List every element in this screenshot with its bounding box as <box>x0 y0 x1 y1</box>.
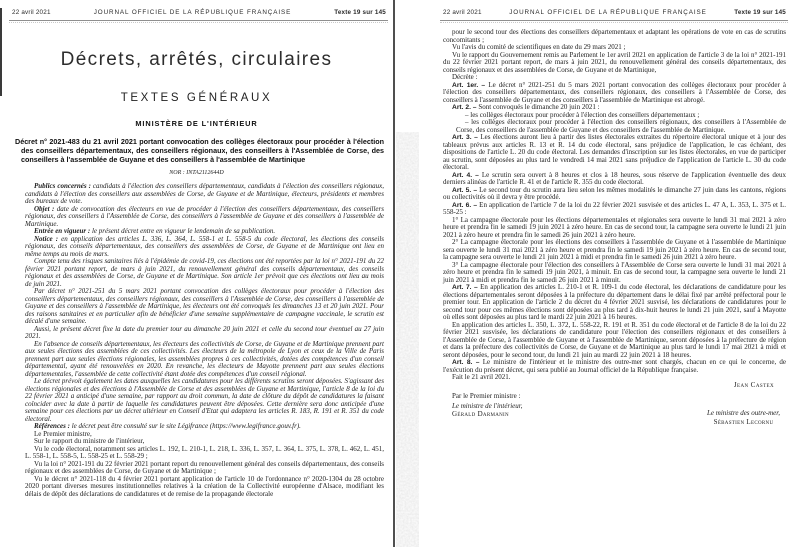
paragraph: Art. 8. – Le ministre de l'intérieur et le ministre des outre-mer sont chargés, chacun en ce qui le concerne, de l'exécution du présent décret, qui sera publié au Journal officiel de la République française. <box>443 358 787 374</box>
nor-number: NOR : INTA2112644D <box>169 170 224 176</box>
signature-interior <box>443 392 522 426</box>
paragraph: Vu la loi n° 2021-191 du 22 février 2021 portant report du renouvellement général des conseils départementaux, des conseils régionaux et des assemblées de Corse, de Guyane et de Martinique ; <box>25 459 384 475</box>
paragraph-lead: Publics concernés : <box>34 182 93 190</box>
header-texte-number: Texte 19 sur 145 <box>334 9 386 16</box>
running-header <box>443 9 786 16</box>
paragraph: Le décret prévoit également les dates auxquelles les candidatures pour les différents scrutins seront déposées. S'agissant des élections régionales et des élections à l'Assemblée de Corse et des assemblées de Guyane et Martinique, l'article 8 de la loi du 22 février 2021 a anticipé d'une semaine, par rapport au droit commun, la date de clôture du dépôt de candidatures la faisant coïncider avec la date à partir de laquelle les candidatures peuvent être déposées. Cette dernière sera donc anticipée d'une semaine pour ces élections par un décret ultérieur en Conseil d'Etat qui adaptera les articles R. 183, R. 191 et R. 351 du code électoral. <box>25 377 384 423</box>
header-rule <box>440 20 788 23</box>
header-date: 22 avril 2021 <box>443 9 482 16</box>
paragraph: Aussi, le présent décret fixe la date du premier tour au dimanche 20 juin 2021 et celle du second tour éventuel au 27 juin 2021. <box>25 324 384 340</box>
paragraph-lead: Art. 1er. – <box>452 81 489 89</box>
paragraph: Art. 4. – Le scrutin sera ouvert à 8 heures et clos à 18 heures, sous réserve de l'application éventuelle des deux derniers alinéas de l'article R. 41 et de l'article R. 355 du code électoral. <box>443 170 787 186</box>
page-gutter-line <box>393 0 395 547</box>
paragraph-lead: Notice : <box>34 234 62 243</box>
header-date: 22 avril 2021 <box>12 9 51 16</box>
paragraph: pour le second tour des élections des conseillers départementaux et adaptant les opérations de vote en cas de scrutins concomitants ; <box>443 28 786 44</box>
paragraph: Décrète : <box>452 73 478 81</box>
paragraph-lead: Entrée en vigueur : <box>34 227 92 235</box>
scan-edge-artifact <box>0 8 2 96</box>
paragraph: Vu le rapport du Gouvernement remis au Parlement le 1er avril 2021 en application de l'article 3 de la loi n° 2021-191 du 22 février 2021 portant report, de mars à juin 2021, du renouvellement général des conseils départementaux, des conseils régionaux et des assemblées de Corse, de Guyane et de Martinique, <box>443 50 786 74</box>
right-page-paragraphs <box>443 29 786 382</box>
paragraph: Sur le rapport du ministre de l'intérieur, <box>34 437 145 445</box>
paragraph-lead: Art. 8. – <box>452 359 483 366</box>
paragraph-lead: Art. 2. – <box>452 104 479 111</box>
header-journal-title: JOURNAL OFFICIEL DE LA RÉPUBLIQUE FRANÇAISE <box>93 9 292 16</box>
paragraph: Vu l'avis du comité de scientifiques en date du 29 mars 2021 ; <box>452 43 626 51</box>
signature-president: Jean Castex <box>733 380 774 389</box>
paragraph: Art. 2. – Sont convoqués le dimanche 20 juin 2021 : <box>452 103 600 111</box>
paragraph: 3° La campagne électorale pour l'élection des conseillers à l'Assemblée de Corse sera ouverte le lundi 31 mai 2021 à zéro heure et prendra fin le samedi 19 juin 2021, à minuit. En cas de second tour, la campagne sera ouverte le lundi 21 juin 2021 à midi et prendra fin le samedi 26 juin 2021 à minuit. <box>443 260 786 284</box>
minister-overseas-title: Le ministre des outre-mer, <box>707 409 780 417</box>
paragraph-lead: Art. 4. – <box>452 171 482 179</box>
paragraph: Publics concernés : candidats à l'élection des conseillers départementaux, candidats à l'élection des conseillers régionaux, candidats à l'élection des conseillers aux assemblées de Corse, de Guyane et de Martinique, électeurs, présidents et membres des bureaux de vote. <box>25 182 384 205</box>
paragraph: Entrée en vigueur : le présent décret entre en vigueur le lendemain de sa publication. <box>34 227 276 235</box>
paragraph: Fait le 21 avril 2021. <box>452 373 511 381</box>
paragraph-lead: Objet : <box>34 204 57 213</box>
paragraph: Objet : date de convocation des électeurs en vue de procéder à l'élection des conseillers départementaux, des conseillers régionaux, des conseillers à l'Assemblée de Corse, des conseillers à l'assemblée de Guyane et des conseillers à l'assemblée de Martinique. <box>25 204 384 228</box>
ministry-heading: MINISTÈRE DE L'INTÉRIEUR <box>135 119 258 128</box>
paragraph-lead: Art. 7. – <box>452 284 481 291</box>
header-journal-title: JOURNAL OFFICIEL DE LA RÉPUBLIQUE FRANÇAISE <box>509 9 707 16</box>
paragraph: – les collèges électoraux pour procéder à l'élection des conseillers régionaux, des conseillers à l'Assemblée de Corse, des conseillers de l'assemblée de Guyane et des conseillers de l'assemblée de Martinique. <box>456 118 786 134</box>
paragraph-lead: Art. 3. – <box>452 134 481 141</box>
paragraph: 1° La campagne électorale pour les élections départementales et régionales sera ouverte le lundi 31 mai 2021 à zéro heure et prendra fin le samedi 19 juin 2021 à zéro heure. En cas de second tour, la campagne sera ouverte le lundi 21 juin 2021 à zéro heure et prendra fin le samedi 26 juin 2021 à zéro heure. <box>443 215 786 239</box>
decree-title: Décret n° 2021-483 du 21 avril 2021 portant convocation des collèges électoraux pour procéder à l'élection des conseillers départementaux, des conseillers régionaux, des conseillers à l'Assemblée de Corse, des conseillers à l'assemblée de Guyane et des conseillers à l'assemblée de Martinique <box>15 137 384 164</box>
minister-interior-name: Gérald Darmanin <box>452 410 509 418</box>
paragraph: Par décret n° 2021-251 du 5 mars 2021 portant convocation des collèges électoraux pour procéder à l'élection des conseillers départementaux, des conseillers régionaux, des conseillers à l'Assemblée de Corse, des conseillers à l'assemblée de Guyane et des conseillers à l'assemblée de Martinique, les électeurs ont été convoqués les dimanches 13 et 20 juin 2021. Pour des raisons sanitaires et en particulier afin de bénéficier d'une semaine supplémentaire de campagne vaccinale, le scrutin est décalé d'une semaine. <box>25 287 384 325</box>
signature-overseas <box>698 409 786 426</box>
paragraph: Art. 1er. – Le décret n° 2021-251 du 5 mars 2021 portant convocation des collèges électoraux pour procéder à l'élection des conseillers départementaux, des conseillers régionaux, des conseillers à l'Assemblée de Corse, des conseillers à l'assemblée de Guyane et des conseillers à l'assemblée de Martinique est abrogé. <box>443 80 786 104</box>
page-left <box>0 0 393 547</box>
running-header <box>12 9 386 16</box>
signature-block <box>443 392 786 426</box>
paragraph-lead: Art. 5. – <box>452 186 480 194</box>
paragraph: Art. 3. – Les élections auront lieu à partir des listes électorales extraites du répertoire électoral unique et à jour des tableaux prévus aux articles R. 13 et R. 14 du code électoral, sans préjudice de l'application, le cas échéant, des dispositions de l'article L. 20 du code électoral. Les demandes d'inscription sur les listes électorales, en vue de participer au scrutin, sont déposées au plus tard le vendredi 14 mai 2021 sans préjudice de l'application de l'article L. 30 du code électoral. <box>443 133 787 171</box>
right-page-body <box>443 29 786 426</box>
paragraph: Art. 5. – Le second tour du scrutin aura lieu selon les mêmes modalités le dimanche 27 juin dans les cantons, régions ou collectivités où il devra y être procédé. <box>443 185 786 201</box>
paragraph-lead: Art. 6. – <box>452 201 480 209</box>
paragraph: Vu le code électoral, notamment ses articles L. 192, L. 210-1, L. 218, L. 336, L. 357, L. 364, L. 375, L. 378, L. 462, L. 451, L. 558-1, L. 558-5, L. 558-25 et L. 558-29 ; <box>25 444 384 460</box>
paragraph: 2° La campagne électorale pour les élections des conseillers à l'assemblée de Guyane et à l'assemblée de Martinique sera ouverte le lundi 31 mai 2021 à zéro heure et prendra fin le samedi 19 juin 2021 à zéro heure. En cas de second tour, la campagne sera ouverte le lundi 21 juin 2021 à midi et prendra fin le samedi 26 juin 2021 à zéro heure. <box>443 238 786 261</box>
section-title: Décrets, arrêtés, circulaires <box>60 49 333 70</box>
header-texte-number: Texte 19 sur 145 <box>734 9 786 16</box>
header-rule <box>9 20 388 23</box>
paragraph: Notice : en application des articles L. 336, L. 364, L. 558-1 et L. 558-5 du code électoral, les élections des conseils régionaux, des conseils départementaux, des conseillers des assemblées de Corse, de Guyane et de Martinique ont lieu en même temps au mois de mars. <box>25 234 384 258</box>
paragraph: Le Premier ministre, <box>34 429 92 438</box>
minister-interior-title: Le ministre de l'intérieur, <box>452 401 523 410</box>
subsection-title: TEXTES GÉNÉRAUX <box>120 92 273 104</box>
paragraph: En l'absence de conseils départementaux, les électeurs des collectivités de Corse, de Guyane et de Martinique prennent part aux seules élections des assemblées de ces collectivités. Les électeurs de la métropole de Lyon et ceux de la Ville de Paris prennent part aux seules élections régionales, les assemblées propres à ces collectivités, dotées des compétences d'un conseil départemental, ayant été renouvelées en 2020. En revanche, les électeurs de Mayotte prennent part aux seules élections départementales, l'assemblée de cette collectivité étant dotée des compétences d'un conseil régional. <box>25 339 384 378</box>
paragraph: Références : le décret peut être consulté sur le site Légifrance (https://www.legifrance.gouv.fr). <box>34 422 301 430</box>
paragraph-lead: Références : <box>34 422 72 430</box>
signature-byline: Par le Premier ministre : <box>452 392 521 400</box>
paragraph: – les collèges électoraux pour procéder à l'élection des conseillers départementaux ; <box>465 110 700 119</box>
paragraph: Art. 6. – En application de l'article 7 de la loi du 22 février 2021 susvisée et des articles L. 47 A, L. 353, L. 375 et L. 558-25 : <box>443 200 787 216</box>
page-right <box>396 0 795 547</box>
paragraph: Art. 7. – En application des articles L. 210-1 et R. 109-1 du code électoral, les déclarations de candidature pour les élections départementales seront déposées à la préfecture du département dans le délai fixé par arrêté préfectoral pour le premier tour. En application de l'article 2 du décret du 4 février 2021 susvisé, les déclarations de candidatures pour le second tour pour ces mêmes élections sont déposées au plus tard à dix-huit heures le lundi 21 juin 2021, sauf à Mayotte où elles sont déposées au plus tard le mardi 22 juin 2021 à 16 heures. <box>443 283 786 321</box>
minister-overseas-name: Sébastien Lecornu <box>713 417 774 426</box>
left-page-body <box>25 183 384 498</box>
paragraph: En application des articles L. 350, L. 372, L. 558-22, R. 191 et R. 351 du code électoral et de l'article 8 de la loi du 22 février 2021 susvisée, les déclarations de candidature pour l'élection des conseillers régionaux et des conseillers à l'Assemblée de Corse, à l'assemblée de Guyane et à l'assemblée de Martinique, seront déposées à la préfecture de région et dans la préfecture des collectivités de Corse, de Guyane et de Martinique au plus tard le lundi 17 mai 2021 à midi et seront déposées, pour le second tour, du lundi 21 juin au mardi 22 juin 2021 à 18 heures. <box>443 320 786 359</box>
paragraph: Vu le décret n° 2021-118 du 4 février 2021 portant application de l'article 10 de l'ordonnance n° 2020-1304 du 28 octobre 2020 portant diverses mesures institutionnelles relatives à la création de la Collectivité européenne d'Alsace, modifiant les délais de dépôt des déclarations de candidatures et de remise de la propagande électorale <box>25 474 384 498</box>
scan-gutter-texture <box>396 132 419 547</box>
paragraph: Compte tenu des risques sanitaires liés à l'épidémie de covid-19, ces élections ont été reportées par la loi n° 2021-191 du 22 février 2021 portant report, de mars à juin 2021, du renouvellement général des conseils départementaux, des conseils régionaux et des assemblées de Corse, de Guyane et de Martinique. Son article 1er prévoit que ces élections ont lieu au mois de juin 2021. <box>25 257 384 288</box>
